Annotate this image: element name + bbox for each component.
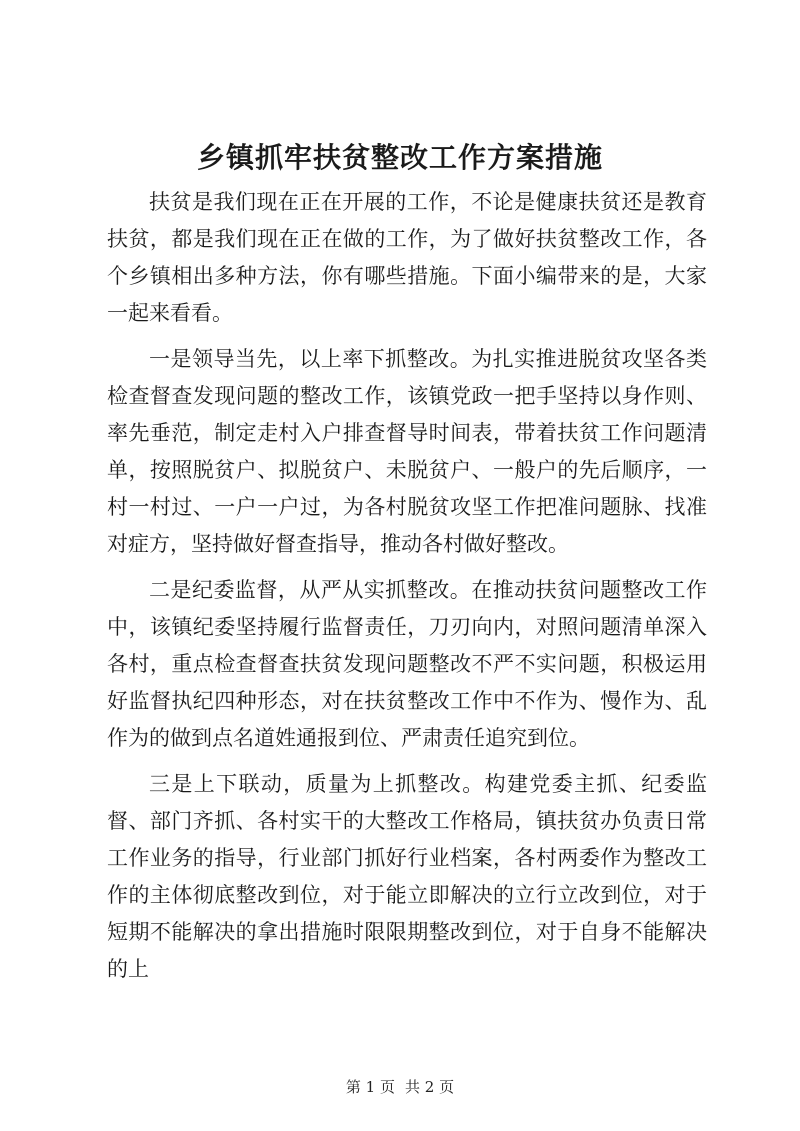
- page-total: 共 2 页: [405, 1078, 455, 1096]
- paragraph-supervision: 二是纪委监督，从严从实抓整改。在推动扶贫问题整改工作中，该镇纪委坚持履行监督责任，刀刃向内，对照问题清单深入各村，重点检查督查扶贫发现问题整改不严不实问题，积极运用好监督执纪四种形态，对在扶贫整改工作中不作为、慢作为、乱作为的做到点名道姓通报到位、严肃责任追究到位。: [107, 578, 707, 750]
- page-number: 第 1 页: [345, 1078, 395, 1096]
- paragraph-coordination: 三是上下联动，质量为上抓整改。构建党委主抓、纪委监督、部门齐抓、各村实干的大整改工作格局，镇扶贫办负责日常工作业务的指导，行业部门抓好行业档案，各村两委作为整改工作的主体彻底整改到位，对于能立即解决的立行立改到位，对于短期不能解决的拿出措施时限限期整改到位，对于自身不能解决的上: [107, 772, 707, 981]
- document-title: 乡镇抓牢扶贫整改工作方案措施: [196, 141, 603, 174]
- paragraph-leadership: 一是领导当先，以上率下抓整改。为扎实推进脱贫攻坚各类检查督查发现问题的整改工作，该镇党政一把手坚持以身作则、率先垂范，制定走村入户排查督导时间表，带着扶贫工作问题清单，按照脱贫户、拟脱贫户、未脱贫户、一般户的先后顺序，一村一村过、一户一户过，为各村脱贫攻坚工作把准问题脉、找准对症方，坚持做好督查指导，推动各村做好整改。: [107, 347, 707, 556]
- page-footer: [0, 1077, 800, 1097]
- paragraph-intro: 扶贫是我们现在正在开展的工作，不论是健康扶贫还是教育扶贫，都是我们现在正在做的工作，为了做好扶贫整改工作，各个乡镇相出多种方法，你有哪些措施。下面小编带来的是，大家一起来看看。: [107, 190, 707, 325]
- document-body: [107, 184, 707, 988]
